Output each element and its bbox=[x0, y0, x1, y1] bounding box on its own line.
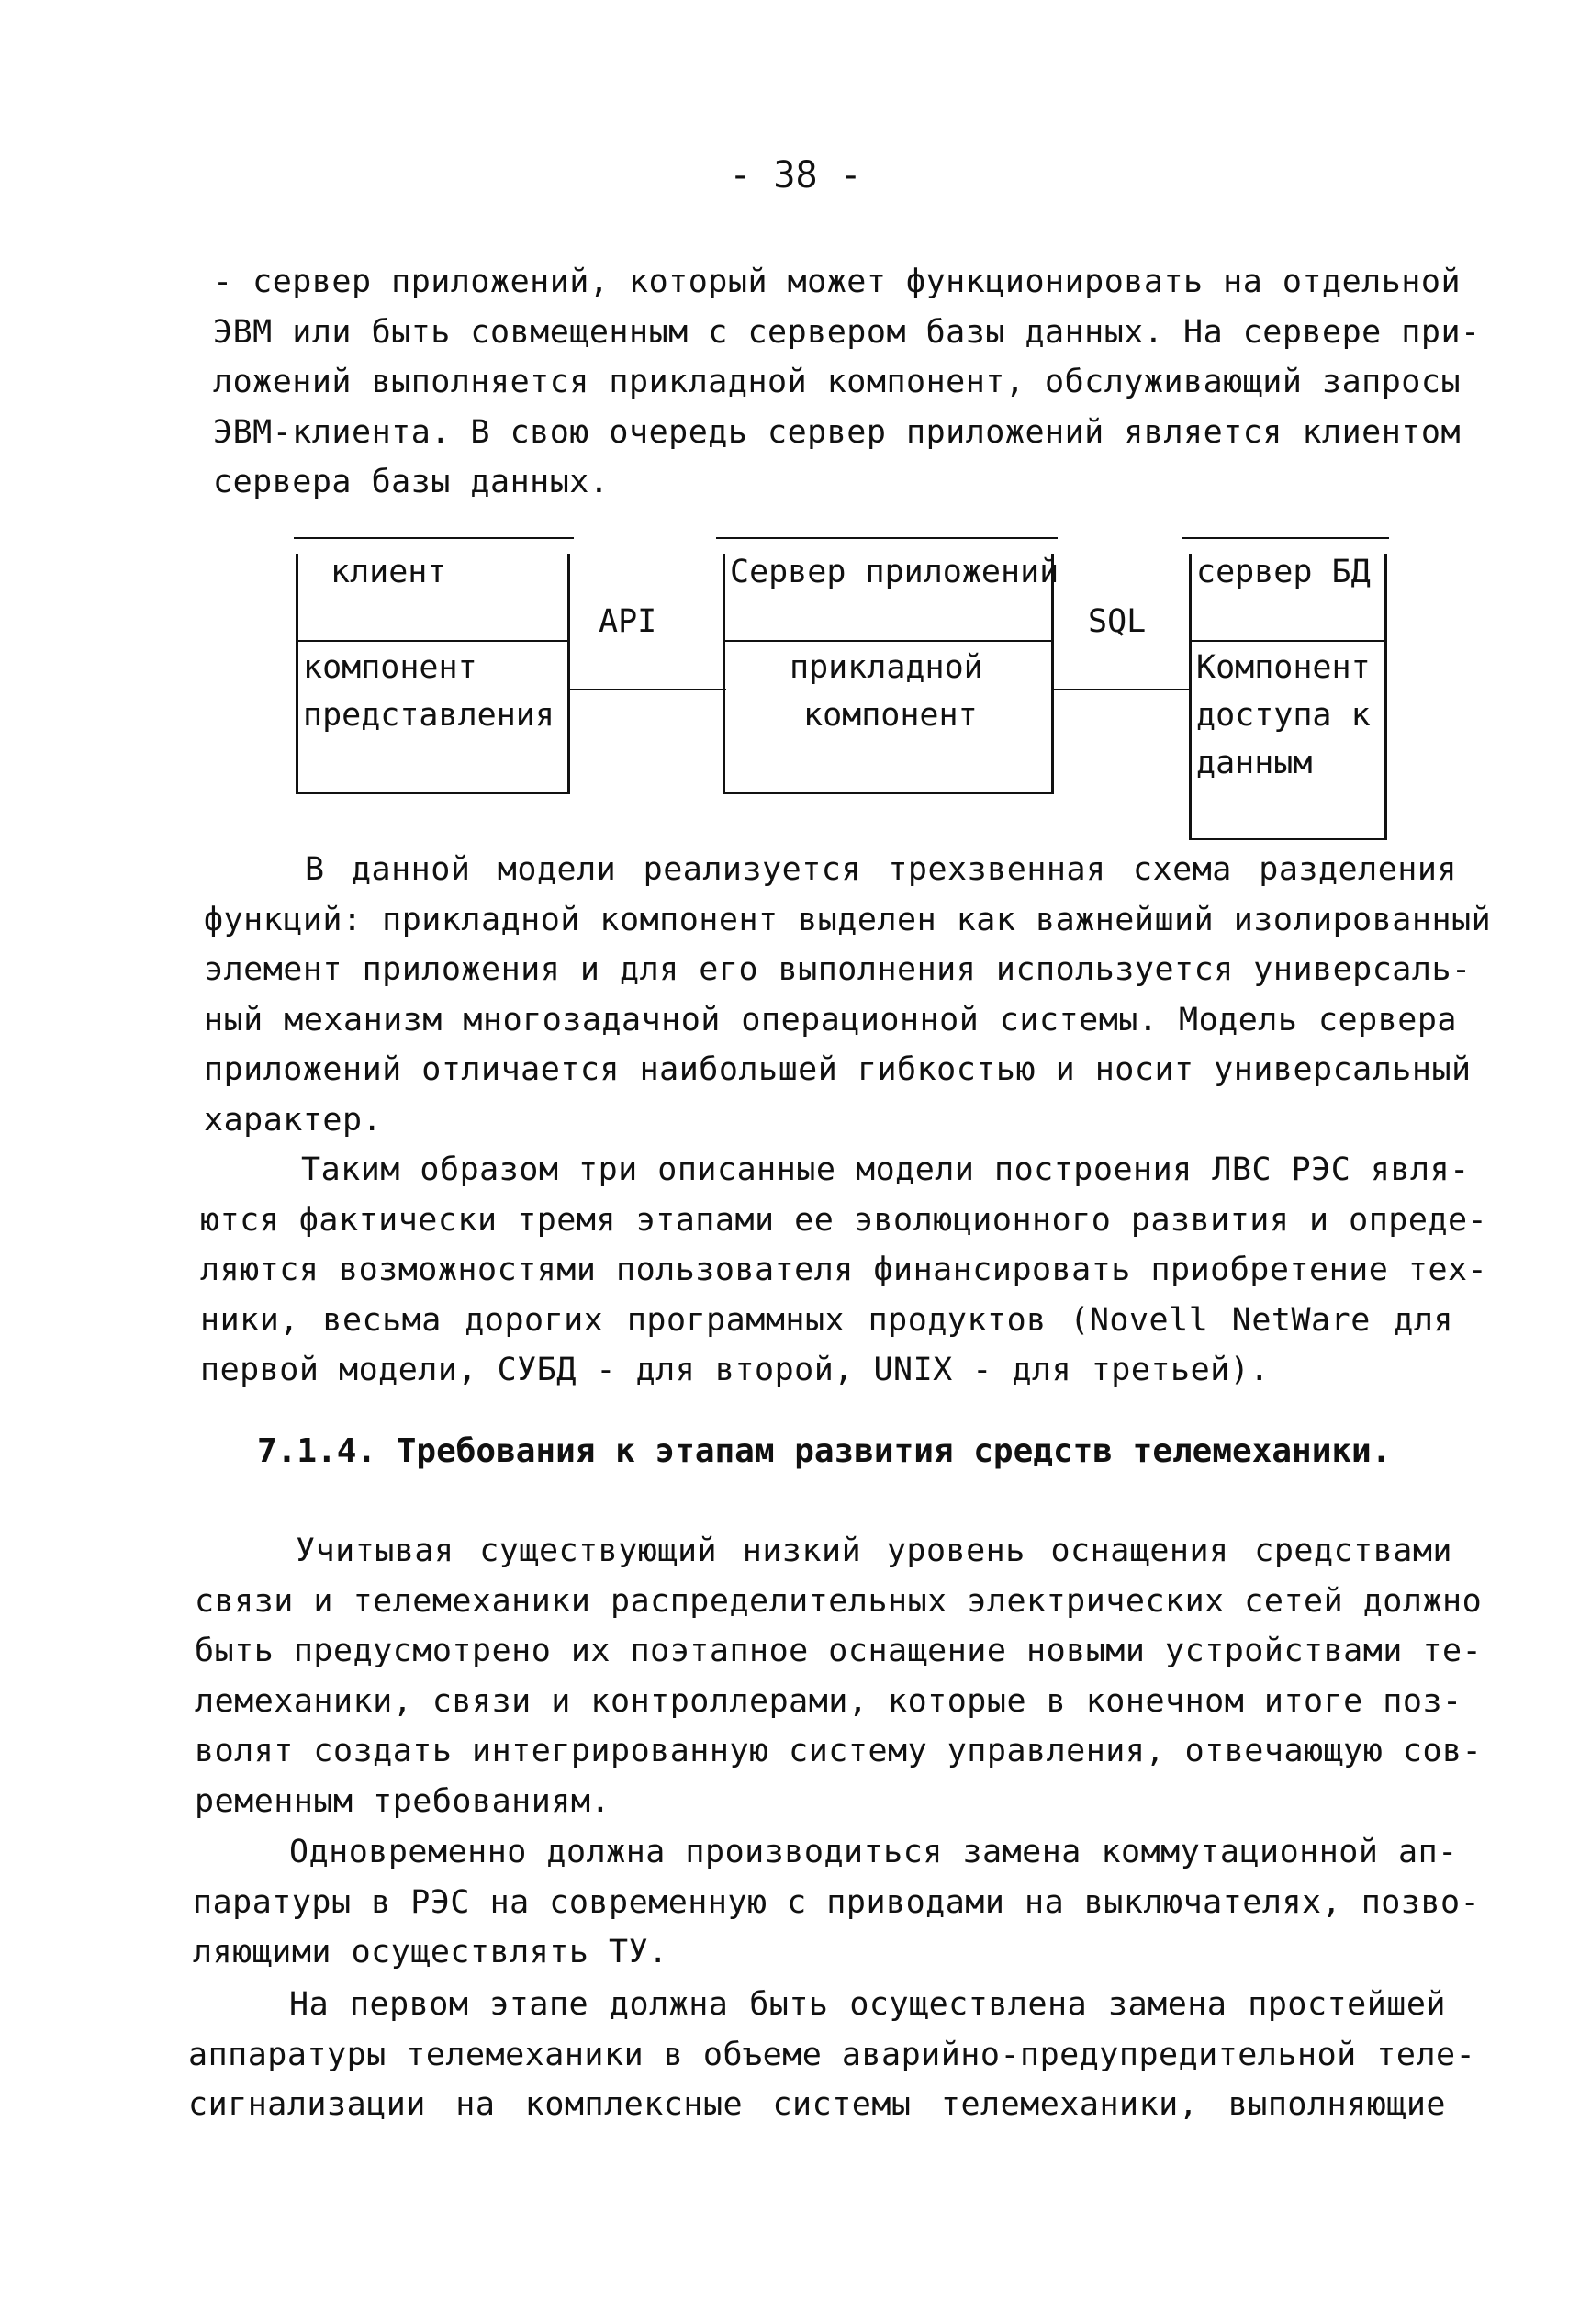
text-line: характер. bbox=[204, 1101, 383, 1139]
paragraph-6 bbox=[188, 1980, 1476, 2130]
text-line: ники, весьма дорогих программных продуктов (Novell NetWare для bbox=[200, 1301, 1453, 1339]
sql-connector bbox=[1054, 689, 1192, 690]
text-line: ЭВМ-клиента. В свою очередь сервер приложений является клиентом bbox=[213, 413, 1462, 451]
db-component: Компонент bbox=[1196, 649, 1371, 686]
db-box-divider bbox=[1192, 640, 1384, 642]
text-line: волят создать интегрированную систему управления, отвечающую сов- bbox=[195, 1733, 1483, 1769]
text-line: ляющими осуществлять ТУ. bbox=[193, 1934, 668, 1970]
client-component: компонент bbox=[303, 649, 477, 686]
text-line: Таким образом три описанные модели построения ЛВС РЭС явля- bbox=[301, 1151, 1470, 1188]
text-line: ный механизм многозадачной операционной системы. Модель сервера bbox=[204, 1001, 1457, 1039]
text-line: ляются возможностями пользователя финансировать приобретение тех- bbox=[200, 1252, 1488, 1288]
db-box-left bbox=[1189, 554, 1192, 840]
text-line: Учитывая существующий низкий уровень оснащения средствами bbox=[296, 1532, 1452, 1569]
text-line: ЭВМ или быть совмещенным с сервером базы данных. На сервере при- bbox=[213, 313, 1481, 351]
text-line: ются фактически тремя этапами ее эволюционного развития и опреде- bbox=[200, 1201, 1488, 1239]
paragraph-3 bbox=[200, 1145, 1488, 1396]
text-line: сигнализации на комплексные системы телемеханики, выполняющие bbox=[188, 2086, 1446, 2123]
paragraph-4 bbox=[195, 1526, 1483, 1826]
text-line: функций: прикладной компонент выделен как важнейший изолированный bbox=[204, 901, 1492, 938]
client-box-right bbox=[567, 554, 570, 794]
app-box-top bbox=[716, 537, 1058, 539]
text-line: На первом этапе должна быть осуществлена замена простейшей bbox=[289, 1986, 1446, 2023]
app-box-left bbox=[723, 554, 725, 794]
paragraph-5 bbox=[193, 1827, 1481, 1978]
db-server-title: сервер БД bbox=[1196, 554, 1371, 590]
text-line: связи и телемеханики распределительных электрических сетей должно bbox=[195, 1582, 1483, 1620]
client-box-bottom bbox=[298, 792, 567, 794]
paragraph-2 bbox=[204, 845, 1492, 1145]
text-line: ложений выполняется прикладной компонент, обслуживающий запросы bbox=[213, 364, 1462, 400]
three-tier-diagram bbox=[275, 528, 1469, 859]
api-label: API bbox=[599, 603, 657, 640]
client-box-top bbox=[294, 537, 574, 539]
api-connector bbox=[570, 689, 726, 690]
db-box-bottom bbox=[1192, 838, 1384, 840]
text-line: быть предусмотрено их поэтапное оснащение новыми устройствами те- bbox=[195, 1633, 1483, 1669]
client-box-left bbox=[296, 554, 298, 794]
db-box-right bbox=[1384, 554, 1387, 840]
page-number: - 38 - bbox=[729, 154, 862, 196]
db-component-2: доступа к bbox=[1196, 697, 1371, 734]
text-line: Одновременно должна производиться замена коммутационной ап- bbox=[289, 1834, 1458, 1870]
app-component: прикладной bbox=[790, 649, 983, 686]
section-heading: 7.1.4. Требования к этапам развития средств телемеханики. bbox=[257, 1432, 1392, 1470]
text-line: ременным требованиям. bbox=[195, 1782, 611, 1820]
text-line: приложений отличается наибольшей гибкостью и носит универсальный bbox=[204, 1051, 1472, 1088]
sql-label: SQL bbox=[1088, 603, 1147, 640]
text-line: - сервер приложений, который может функционировать на отдельной bbox=[213, 264, 1462, 300]
db-box-top bbox=[1182, 537, 1389, 539]
text-line: аппаратуры телемеханики в объеме аварийно-предупредительной теле- bbox=[188, 2036, 1476, 2073]
text-line: В данной модели реализуется трехзвенная схема разделения bbox=[305, 851, 1457, 888]
db-component-3: данным bbox=[1196, 745, 1313, 781]
client-box-divider bbox=[298, 640, 567, 642]
app-server-title: Сервер приложений bbox=[730, 554, 1059, 590]
text-line: лемеханики, связи и контроллерами, которые в конечном итоге поз- bbox=[195, 1682, 1462, 1720]
text-line: элемент приложения и для его выполнения используется универсаль- bbox=[204, 951, 1472, 988]
client-component-2: представления bbox=[303, 697, 555, 734]
client-title: клиент bbox=[331, 554, 447, 590]
app-component-2: компонент bbox=[803, 697, 978, 734]
app-box-divider bbox=[725, 640, 1051, 642]
paragraph-1 bbox=[213, 257, 1481, 508]
text-line: паратуры в РЭС на современную с приводами на выключателях, позво- bbox=[193, 1883, 1481, 1921]
text-line: сервера базы данных. bbox=[213, 464, 610, 500]
text-line: первой модели, СУБД - для второй, UNIX - для третьей). bbox=[200, 1352, 1270, 1388]
app-box-bottom bbox=[725, 792, 1051, 794]
